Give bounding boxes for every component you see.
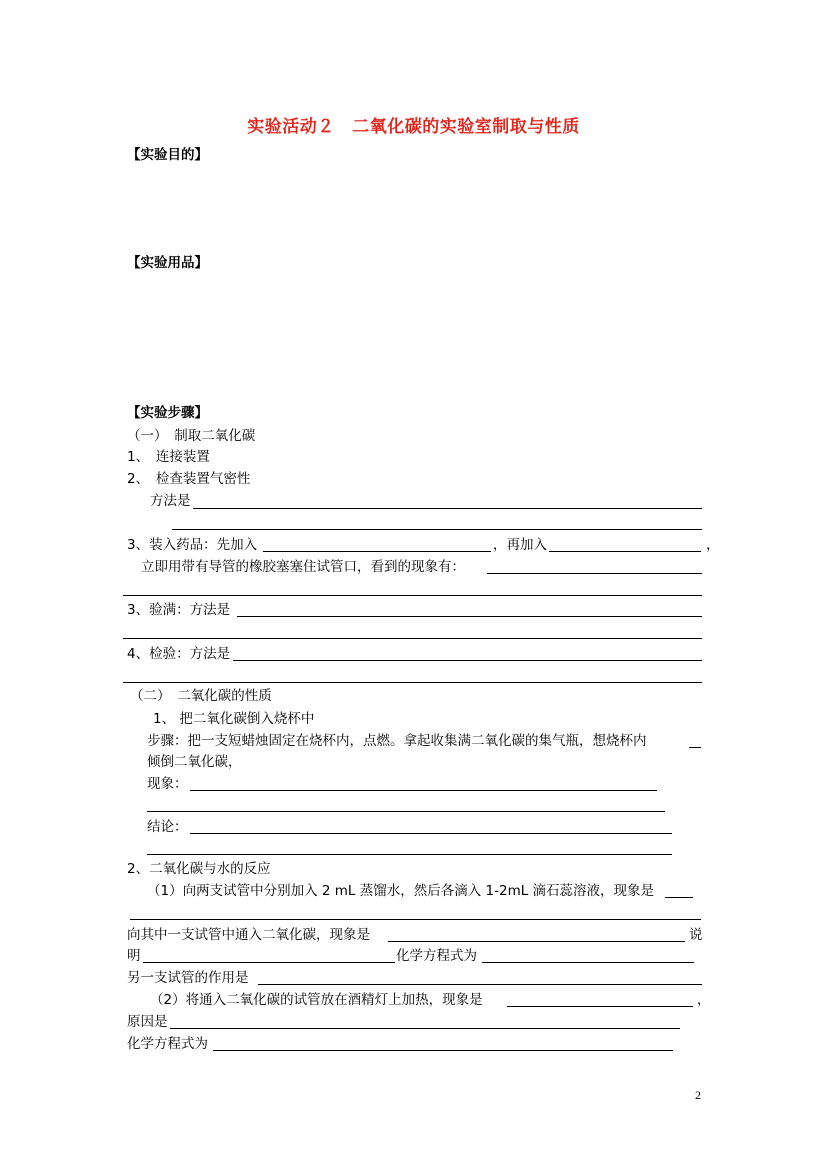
answer-line[interactable] bbox=[172, 529, 702, 530]
method-label: 方法是 bbox=[150, 493, 191, 509]
experiment-2: 2、二氧化碳与水的反应 bbox=[127, 861, 271, 877]
comma: ， bbox=[697, 992, 711, 1008]
answer-line[interactable] bbox=[263, 551, 491, 552]
equation-label: 化学方程式为 bbox=[396, 948, 477, 964]
experiment-2-part-1: （1）向两支试管中分别加入 2 mL 蒸馏水，然后各滴入 1-2mL 滴石蕊溶液，现象是 bbox=[147, 883, 655, 899]
answer-line[interactable] bbox=[233, 660, 702, 661]
answer-line[interactable] bbox=[147, 811, 665, 812]
part-2-heading: （二） 二氧化碳的性质 bbox=[130, 688, 272, 704]
experiment-1: 1、 把二氧化碳倒入烧杯中 bbox=[153, 711, 315, 727]
answer-line[interactable] bbox=[665, 897, 693, 898]
control-tube-label: 另一支试管的作用是 bbox=[127, 970, 249, 986]
answer-line[interactable] bbox=[507, 1006, 693, 1007]
answer-line[interactable] bbox=[549, 551, 701, 552]
section-steps: 【实验步骤】 bbox=[127, 405, 208, 421]
step-3-text-d: 立即用带有导管的橡胶塞塞住试管口，看到的现象有： bbox=[141, 559, 465, 575]
step-3-text-a: 3、装入药品：先加入 bbox=[127, 537, 258, 553]
reason-label: 原因是 bbox=[127, 1014, 168, 1030]
document-title: 实验活动２ 二氧化碳的实验室制取与性质 bbox=[247, 117, 580, 137]
co2-phenomenon-label: 向其中一支试管中通入二氧化碳，现象是 bbox=[127, 927, 370, 943]
section-materials: 【实验用品】 bbox=[127, 255, 208, 271]
answer-line[interactable] bbox=[237, 616, 702, 617]
answer-line[interactable] bbox=[258, 984, 702, 985]
explain-label-b: 明 bbox=[127, 948, 141, 964]
section-purpose: 【实验目的】 bbox=[127, 147, 208, 163]
step-3-text-b: ，再加入 bbox=[493, 537, 547, 553]
page-number: 2 bbox=[695, 1088, 701, 1102]
answer-line[interactable] bbox=[482, 962, 694, 963]
step-2: 2、 检查装置气密性 bbox=[127, 471, 251, 487]
answer-line[interactable] bbox=[123, 638, 702, 639]
answer-line[interactable] bbox=[147, 854, 672, 855]
part-1-heading: （一） 制取二氧化碳 bbox=[127, 428, 256, 444]
step-1: 1、 连接装置 bbox=[127, 449, 210, 465]
step-3-check-full: 3、验满：方法是 bbox=[127, 602, 231, 618]
conclusion-label: 结论： bbox=[147, 819, 188, 835]
answer-line[interactable] bbox=[388, 941, 685, 942]
phenomenon-label: 现象： bbox=[147, 776, 188, 792]
answer-line[interactable] bbox=[487, 573, 702, 574]
answer-line[interactable] bbox=[123, 595, 702, 596]
answer-line[interactable] bbox=[193, 508, 702, 509]
answer-line[interactable] bbox=[130, 919, 701, 920]
step-3-text-c: ， bbox=[706, 537, 720, 553]
answer-line[interactable] bbox=[213, 1050, 673, 1051]
experiment-2-part-2: （2）将通入二氧化碳的试管放在酒精灯上加热，现象是 bbox=[150, 992, 483, 1008]
experiment-1-steps-cont: 倾倒二氧化碳， bbox=[147, 754, 242, 770]
answer-line[interactable] bbox=[190, 790, 657, 791]
step-4-test: 4、检验：方法是 bbox=[127, 646, 231, 662]
experiment-1-steps: 步骤：把一支短蜡烛固定在烧杯内，点燃。拿起收集满二氧化碳的集气瓶，想烧杯内 bbox=[147, 733, 647, 749]
equation-label-2: 化学方程式为 bbox=[127, 1036, 208, 1052]
answer-line[interactable] bbox=[190, 833, 672, 834]
explain-label-a: 说 bbox=[689, 927, 703, 943]
answer-line[interactable] bbox=[689, 747, 701, 748]
answer-line[interactable] bbox=[143, 962, 395, 963]
answer-line[interactable] bbox=[123, 682, 702, 683]
answer-line[interactable] bbox=[170, 1028, 680, 1029]
